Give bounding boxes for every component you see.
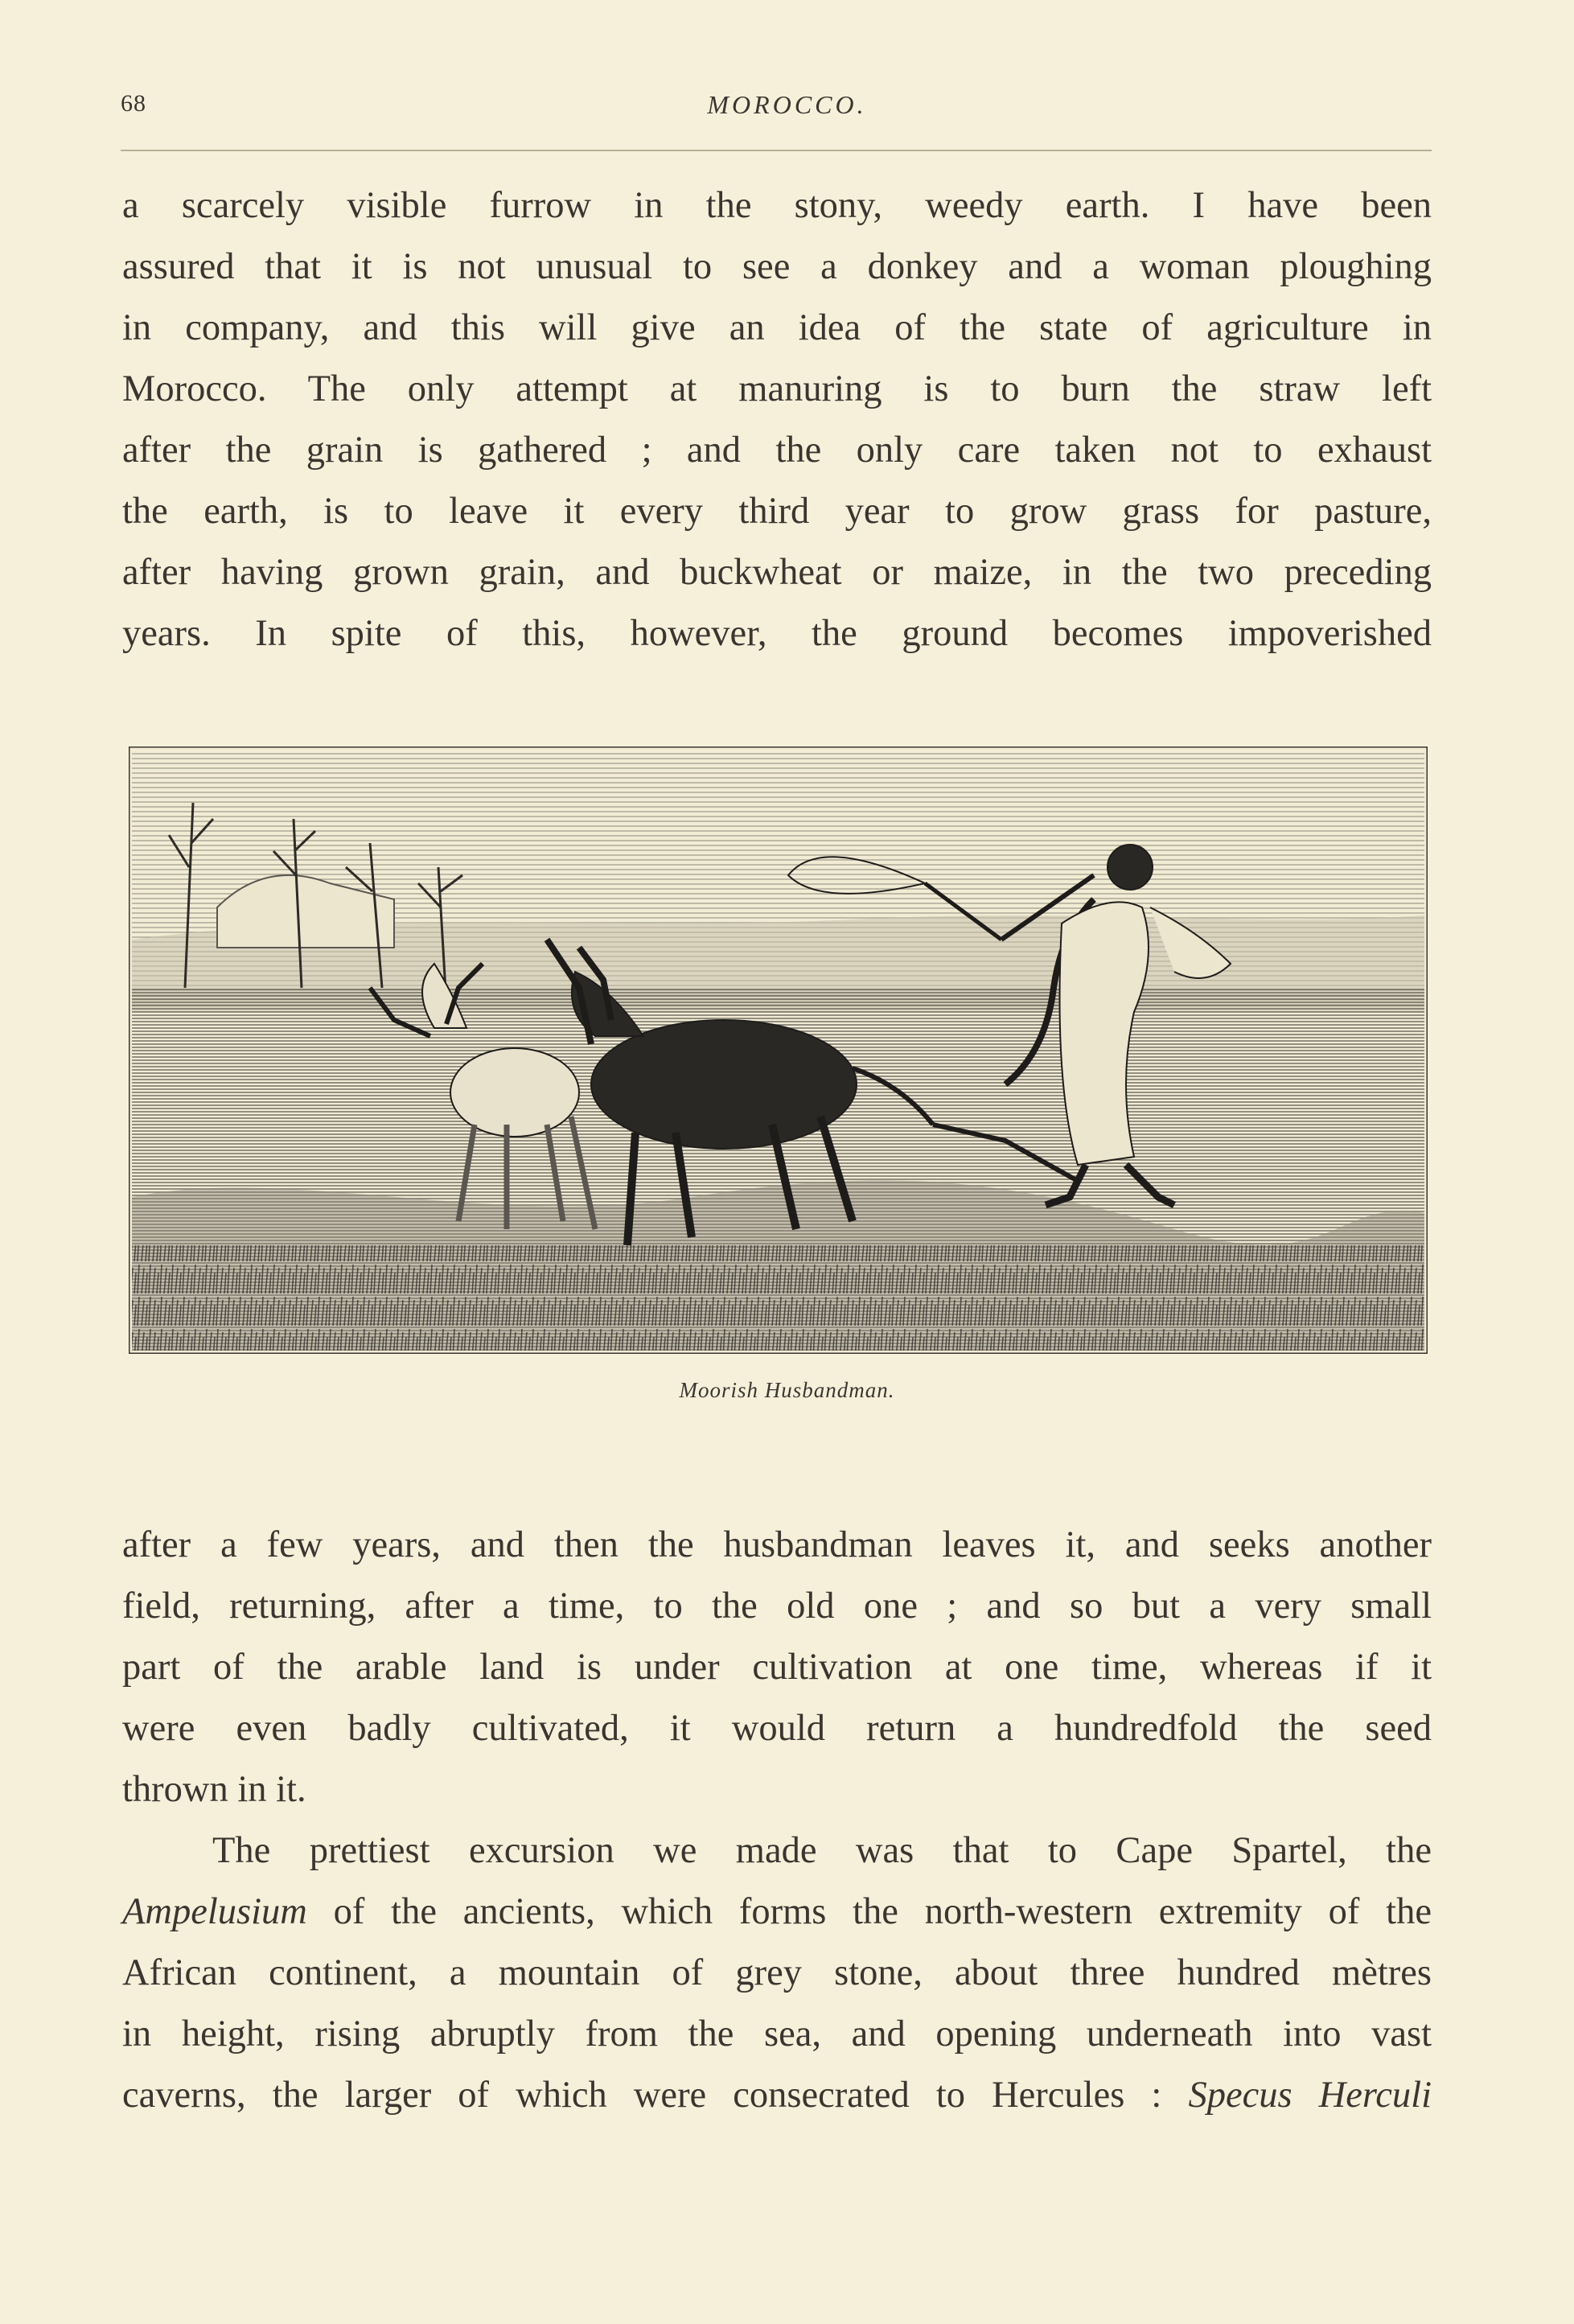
text-line: assured that it is not unusual to see a donkey and a woman ploughing xyxy=(122,246,1432,287)
text-line: after the grain is gathered ; and the only care taken not to exhaust xyxy=(122,430,1432,471)
text-line: part of the arable land is under cultivation at one time, whereas if it xyxy=(122,1647,1432,1688)
text-line: after a few years, and then the husbandman leaves it, and seeks another xyxy=(122,1524,1432,1565)
text-line: a scarcely visible furrow in the stony, weedy earth. I have been xyxy=(122,185,1432,226)
text-line xyxy=(122,1882,1432,1943)
running-title: MOROCCO. xyxy=(707,90,867,119)
paragraph-2 xyxy=(122,1515,1432,2126)
figure-caption: Moorish Husbandman. xyxy=(679,1378,895,1402)
text-run: of the ancients, which forms the north-western extremity of the xyxy=(306,1891,1432,1932)
italic-term: Ampelusium xyxy=(122,1891,307,1932)
text-run: caverns, the larger of which were consecrated to Hercules : xyxy=(122,2075,1189,2116)
engraving-svg xyxy=(129,747,1428,1354)
text-line xyxy=(122,2065,1432,2126)
paragraph-1 xyxy=(122,175,1432,664)
text-line: the earth, is to leave it every third year to grow grass for pasture, xyxy=(122,491,1432,532)
italic-term: Specus Herculi xyxy=(1188,2075,1432,2116)
text-line: Morocco. The only attempt at manuring is to burn the straw left xyxy=(122,368,1432,409)
text-line: years. In spite of this, however, the ground becomes impoverished xyxy=(122,613,1432,654)
text-line: were even badly cultivated, it would return a hundredfold the seed xyxy=(122,1708,1432,1749)
text-line: The prettiest excursion we made was that to Cape Spartel, the xyxy=(212,1830,1432,1871)
text-line: African continent, a mountain of grey stone, about three hundred mètres xyxy=(122,1952,1432,1993)
text-line: in company, and this will give an idea of the state of agriculture in xyxy=(122,307,1432,348)
text-line: field, returning, after a time, to the old one ; and so but a very small xyxy=(122,1586,1432,1627)
page-number: 68 xyxy=(121,90,146,117)
engraving-illustration xyxy=(129,747,1428,1354)
header-rule xyxy=(121,150,1432,151)
text-line: in height, rising abruptly from the sea, and opening underneath into vast xyxy=(122,2013,1432,2055)
text-line: thrown in it. xyxy=(122,1769,306,1810)
text-line: after having grown grain, and buckwheat or maize, in the two preceding xyxy=(122,552,1432,593)
